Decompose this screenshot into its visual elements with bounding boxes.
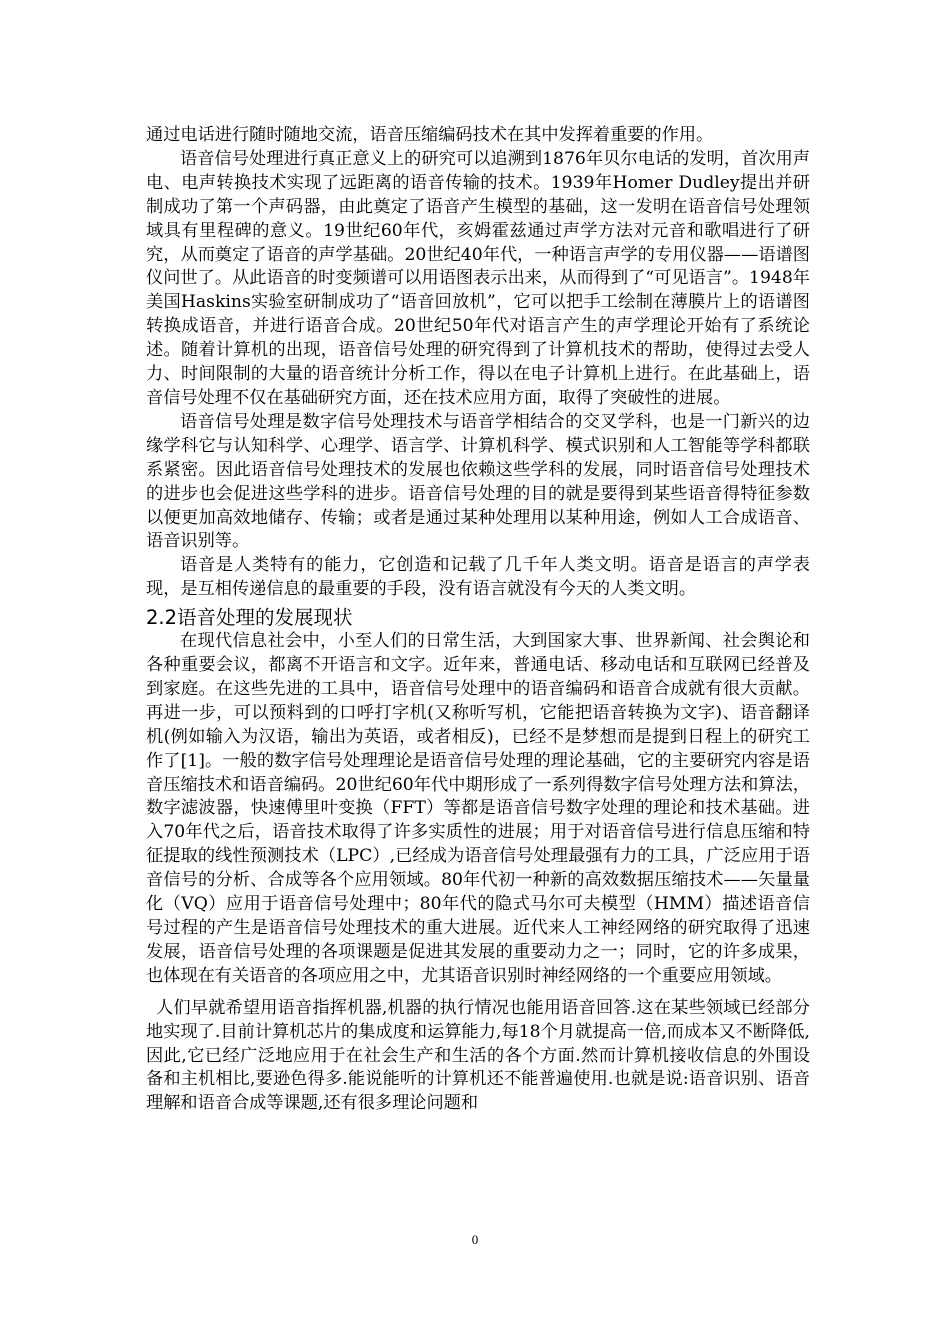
paragraph-speech-ability: 语音是人类特有的能力，它创造和记载了几千年人类文明。语音是语言的声学表现，是互相传递信息的最重要的手段，没有语言就没有今天的人类文明。 xyxy=(146,555,810,600)
paragraph-voice-command: 人们早就希望用语音指挥机器,机器的执行情况也能用语音回答.这在某些领域已经部分地实现了.目前计算机芯片的集成度和运算能力,每18个月就提高一倍,而成本又不断降低,因此,它已经广泛地应用于在社会生产和生活的各个方面.然而计算机接收信息的外围设备和主机相比,要逊色得多.能说能听的计算机还不能普遍使用.也就是说:语音识别、语音理解和语音合成等课题,还有很多理论问题和 xyxy=(146,997,810,1114)
paragraph-development: 在现代信息社会中，小至人们的日常生活，大到国家大事、世界新闻、社会舆论和各种重要会议，都离不开语言和文字。近年来，普通电话、移动电话和互联网已经普及到家庭。在这些先进的工具中，语音信号处理中的语音编码和语音合成就有很大贡献。再进一步，可以预料到的口呼打字机(又称听写机，它能把语音转换为文字)、语音翻译机(例如输入为汉语，输出为英语，或者相反)，已经不是梦想而是提到日程上的研究工作了[1]。一般的数字信号处理理论是语音信号处理的理论基础，它的主要研究内容是语音压缩技术和语音编码。20世纪60年代中期形成了一系列得数字信号处理方法和算法，数字滤波器，快速傅里叶变换（FFT）等都是语音信号数字处理的理论和技术基础。进入70年代之后，语音技术取得了许多实质性的进展；用于对语音信号进行信息压缩和特征提取的线性预测技术（LPC）,已经成为语音信号处理最强有力的工具，广泛应用于语音信号的分析、合成等各个应用领域。80年代初一种新的高效数据压缩技术——矢量量化（VQ）应用于语音信号处理中；80年代的隐式马尔可夫模型（HMM）描述语音信号过程的产生是语音信号处理技术的重大进展。近代来人工神经网络的研究取得了迅速发展，语音信号处理的各项课题是促进其发展的重要动力之一；同时，它的许多成果，也体现在有关语音的各项应用之中，尤其语音识别时神经网络的一个重要应用领域。 xyxy=(146,631,810,986)
page-number: 0 xyxy=(471,1232,479,1247)
document-body xyxy=(146,124,810,1116)
paragraph-interdisciplinary: 语音信号处理是数字信号处理技术与语音学相结合的交叉学科，也是一门新兴的边缘学科它与认知科学、心理学、语言学、计算机科学、模式识别和人工智能等学科都联系紧密。因此语音信号处理技术的发展也依赖这些学科的发展，同时语音信号处理技术的进步也会促进这些学科的进步。语音信号处理的目的就是要得到某些语音得特征参数以便更加高效地储存、传输；或者是通过某种处理用以某种用途，例如人工合成语音、语音识别等。 xyxy=(146,411,810,552)
section-heading: 2.2语音处理的发展现状 xyxy=(146,606,353,630)
paragraph-continuation: 通过电话进行随时随地交流，语音压缩编码技术在其中发挥着重要的作用。 xyxy=(146,125,714,145)
paragraph-history: 语音信号处理进行真正意义上的研究可以追溯到1876年贝尔电话的发明，首次用声电、电声转换技术实现了远距离的语音传输的技术。1939年Homer Dudley提出并研制成功了第一个声码器，由此奠定了语音产生模型的基础，这一发明在语音信号处理领域具有里程碑的意义。19世纪60年代，亥姆霍兹通过声学方法对元音和歌唱进行了研究，从而奠定了语音的声学基础。20世纪40年代，一种语言声学的专用仪器——语谱图仪问世了。从此语音的时变频谱可以用语图表示出来，从而得到了“可见语言”。1948年美国Haskins实验室研制成功了“语音回放机”，它可以把手工绘制在薄膜片上的语谱图转换成语音，并进行语音合成。20世纪50年代对语言产生的声学理论开始有了系统论述。随着计算机的出现，语音信号处理的研究得到了计算机技术的帮助，使得过去受人力、时间限制的大量的语音统计分析工作，得以在电子计算机上进行。在此基础上，语音信号处理不仅在基础研究方面，还在技术应用方面，取得了突破性的进展。 xyxy=(146,148,810,408)
